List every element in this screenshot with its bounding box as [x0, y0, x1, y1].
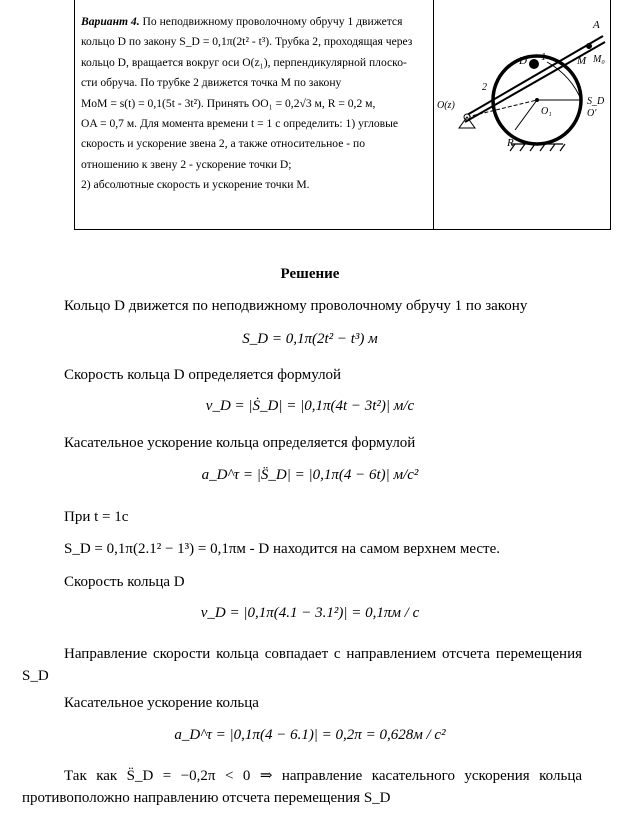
paragraph-3: Касательное ускорение кольца определяется формулой [64, 435, 416, 451]
formula-velocity-at-t1: v_D = |0,1π(4.1 − 3.1²)| = 0,1πм / c [200, 605, 420, 621]
label-O: O(z) [437, 100, 455, 111]
formula-tangential-accel: a_D^τ = |S̈_D| = |0,1π(4 − 6t)| м/с² [201, 467, 419, 483]
task-text [81, 12, 429, 196]
task-line-1: Вариант 4. По неподвижному проволочному обручу 1 движется [81, 15, 403, 28]
label-R: R [507, 137, 514, 149]
label-Oprime: O' [587, 108, 597, 119]
ring-D [529, 59, 539, 69]
task-line-4: сти обруча. По трубке 2 движется точка M по закону [81, 76, 342, 90]
paragraph-8: Так как S̈_D = −0,2π < 0 ⇒ направление касательного ускорения кольца противоположно направлению отсчета перемещения S_D [22, 768, 582, 806]
paragraph-4: При t = 1c [64, 509, 129, 525]
formula-SD-law: S_D = 0,1π(2t² − t³) м [242, 331, 378, 347]
label-M0: M₀ [593, 54, 605, 65]
formula-SD-at-t1: S_D = 0,1π(2.1² − 1³) = 0,1πм - D находится на самом верхнем месте. [64, 541, 500, 557]
formula-velocity: v_D = |Ṡ_D| = |0,1π(4t − 3t²)| м/с [205, 398, 415, 414]
task-line-2: кольцо D по закону S_D = 0,1π(2t² - t³). Трубка 2, проходящая через [81, 35, 413, 49]
task-line-3: кольцо D, вращается вокруг оси O(z₁), перпендикулярной плоско- [81, 55, 407, 69]
paragraph-1: Кольцо D движется по неподвижному проволочному обручу 1 по закону [64, 298, 528, 314]
paragraph-5: Скорость кольца D [64, 574, 185, 590]
paragraph-7: Касательное ускорение кольца [64, 695, 259, 711]
paragraph-2: Скорость кольца D определяется формулой [64, 367, 342, 383]
label-M: M [577, 55, 587, 67]
label-2: 2 [482, 82, 487, 93]
task-line-7: скорость и ускорение звена 2, а также относительное - по [81, 137, 366, 151]
task-statement-box [74, 0, 611, 230]
task-line-5: MoM = s(t) = 0,1(5t - 3t²). Принять OO₁ = 0,2√3 м, R = 0,2 м, [81, 96, 376, 110]
task-line-6: OA = 0,7 м. Для момента времени t = 1 с определить: 1) угловые [81, 117, 399, 131]
formula-accel-at-t1: a_D^τ = |0,1π(4 − 6.1)| = 0,2π = 0,628м / c² [174, 727, 446, 743]
label-A: A [593, 19, 600, 31]
paragraph-6: Направление скорости кольца совпадает с направлением отсчета перемещения S_D [22, 646, 582, 684]
point-M [586, 43, 592, 49]
label-D: D [519, 55, 527, 67]
variant-label: Вариант 4. [81, 15, 140, 28]
center-O1 [535, 98, 539, 102]
label-1: 1 [541, 52, 546, 63]
task-divider [433, 0, 434, 229]
radius-R [515, 100, 537, 130]
solution-title: Решение [280, 266, 340, 282]
mechanism-figure [437, 4, 609, 172]
label-SD: S_D [587, 96, 605, 107]
task-line-9: 2) абсолютные скорость и ускорение точки M. [81, 178, 310, 192]
task-line-8: отношению к звену 2 - ускорение точки D; [81, 157, 292, 171]
label-O1: O₁ [541, 106, 552, 117]
